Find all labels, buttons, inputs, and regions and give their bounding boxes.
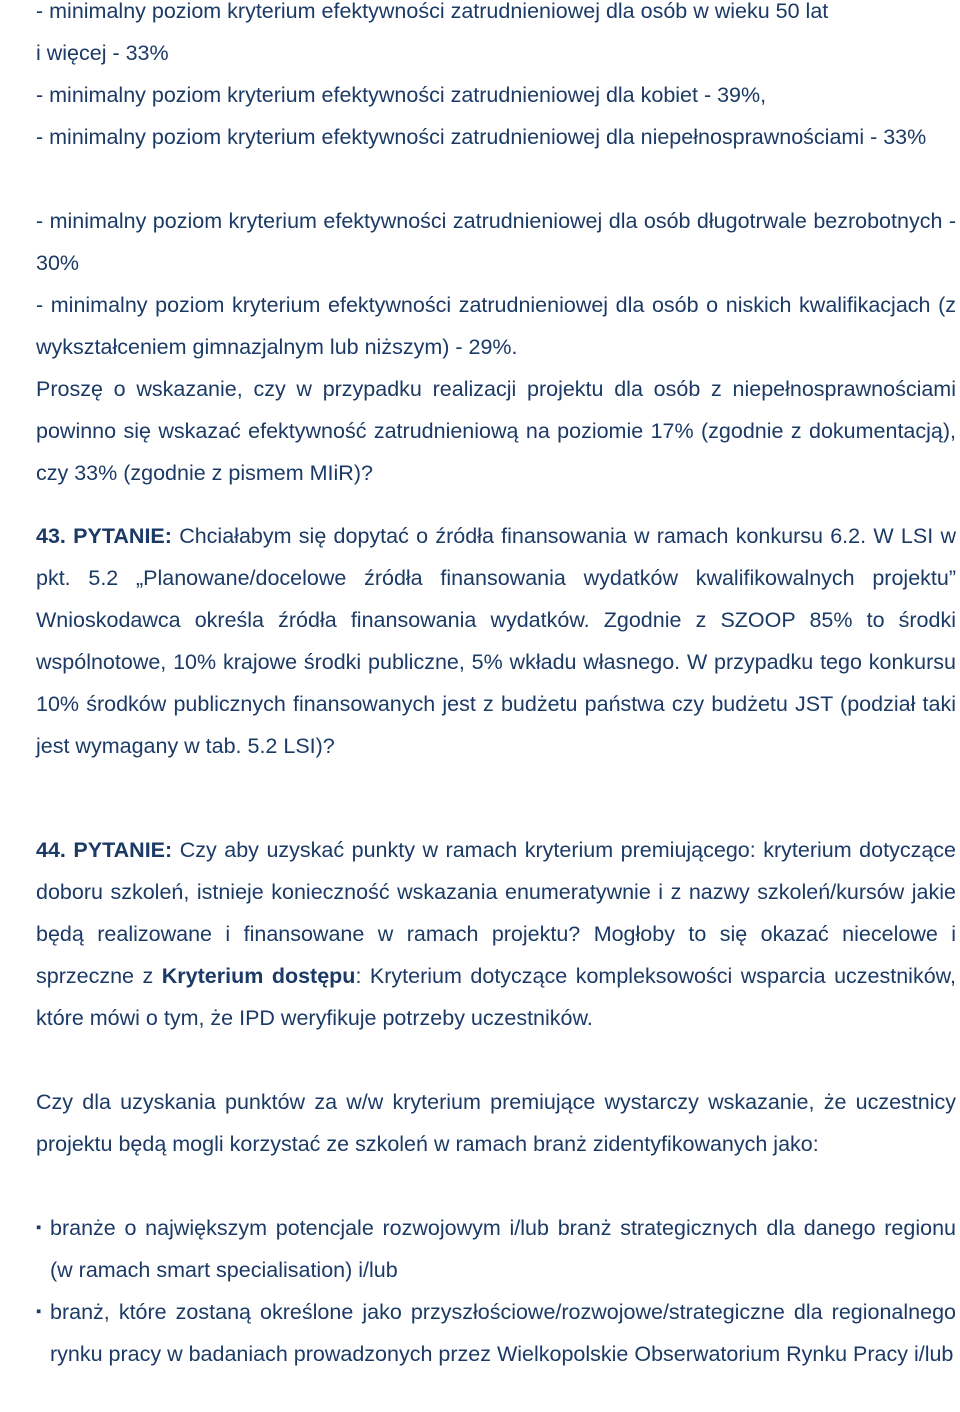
criterion-line-age-50: - minimalny poziom kryterium efektywności zatrudnieniowej dla osób w wieku 50 lat bbox=[36, 0, 829, 23]
criterion-long-term-unemployed: - minimalny poziom kryterium efektywności zatrudnieniowej dla osób długotrwale bezrobotnych - 30% bbox=[36, 209, 956, 275]
question-44-label: PYTANIE: bbox=[73, 838, 173, 862]
question-43-text: Chciałabym się dopytać o źródła finansowania w ramach konkursu 6.2. W LSI w pkt. 5.2 „Planowane/docelowe źródła finansowania wydatków kwalifikowalnych projektu” Wnioskodawca określa źródła finansowania wydatków. Zgodnie z SZOOP 85% to środki wspólnotowe, 10% krajowe środki publiczne, 5% wkładu własnego. W przypadku tego konkursu 10% środków publicznych finansowanych jest z budżetu państwa czy budżetu JST (podział taki jest wymagany w tab. 5.2 LSI)? bbox=[36, 524, 956, 758]
bullet-item bbox=[36, 1291, 956, 1375]
question-44-text-after: : Kryterium dotyczące kompleksowości wsparcia uczestników, które mówi o tym, że IPD weryfikuje potrzeby uczestników. bbox=[36, 964, 956, 1030]
question-44-followup: Czy dla uzyskania punktów za w/w kryterium premiujące wystarczy wskazanie, że uczestnicy projektu będą mogli korzystać ze szkoleń w ramach branż zidentyfikowanych jako: bbox=[36, 1090, 956, 1156]
request-paragraph: Proszę o wskazanie, czy w przypadku realizacji projektu dla osób z niepełnosprawnościami powinno się wskazać efektywność zatrudnieniową na poziomie 17% (zgodnie z dokumentacją), czy 33% (zgodnie z pismem MIiR)? bbox=[36, 377, 956, 485]
bullet-square-icon: ▪ bbox=[36, 1219, 42, 1236]
question-44-number: 44. bbox=[36, 838, 66, 862]
question-43-label: PYTANIE: bbox=[73, 524, 172, 548]
question-44-bold-term: Kryterium dostępu bbox=[161, 964, 356, 988]
criterion-line-age-50-cont: i więcej - 33% bbox=[36, 41, 169, 65]
criterion-low-qualifications: - minimalny poziom kryterium efektywności zatrudnieniowej dla osób o niskich kwalifikacjach (z wykształceniem gimnazjalnym lub niższym) - 29%. bbox=[36, 293, 956, 359]
question-44 bbox=[36, 829, 956, 1039]
question-44-text-before: Czy aby uzyskać punkty w ramach kryterium premiującego: kryterium dotyczące doboru szkoleń, istnieje konieczność wskazania enumeratywnie i z nazwy szkoleń/kursów jakie będą realizowane i finansowane w ramach projektu? Mogłoby to się okazać niecelowe i sprzeczne z bbox=[36, 838, 956, 988]
criterion-line-women: - minimalny poziom kryterium efektywności zatrudnieniowej dla kobiet - 39%, bbox=[36, 83, 767, 107]
bullet-text: branż, które zostaną określone jako przyszłościowe/rozwojowe/strategiczne dla regionalnego rynku pracy w badaniach prowadzonych przez Wielkopolskie Obserwatorium Rynku Pracy i/lub bbox=[50, 1300, 956, 1366]
question-43-number: 43. bbox=[36, 524, 66, 548]
bullet-text: branże o największym potencjale rozwojowym i/lub branż strategicznych dla danego regionu (w ramach smart specialisation) i/lub bbox=[50, 1216, 956, 1282]
bullet-item bbox=[36, 1207, 956, 1291]
bullet-square-icon: ▪ bbox=[36, 1303, 42, 1320]
question-43 bbox=[36, 515, 956, 767]
criterion-disabled: - minimalny poziom kryterium efektywności zatrudnieniowej dla niepełnosprawnościami - 33% bbox=[36, 125, 927, 149]
